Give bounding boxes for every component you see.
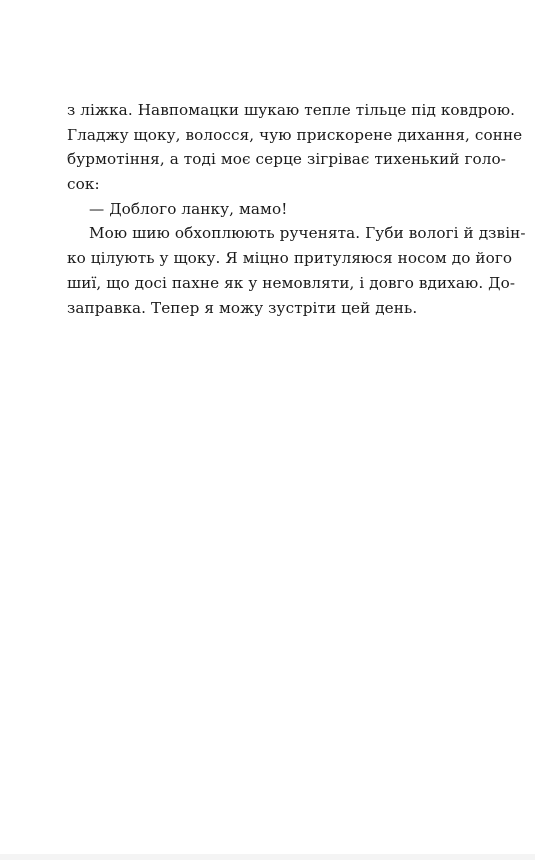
paragraph-first-line: Мою шию обхоплюють рученята. Губи вологі й дзвін- bbox=[89, 224, 526, 243]
text-line: заправка. Тепер я можу зустріти цей день. bbox=[67, 298, 418, 317]
body-text bbox=[67, 98, 526, 320]
dialogue-line: — Доблого ланку, мамо! bbox=[89, 199, 288, 218]
text-line: Гладжу щоку, волосся, чую прискорене дихання, сонне bbox=[67, 125, 523, 144]
text-line: з ліжка. Навпомацки шукаю тепле тільце під ковдрою. bbox=[67, 101, 516, 119]
text-line: ко цілують у щоку. Я міцно притуляюся носом до його bbox=[67, 249, 513, 268]
text-line: сок: bbox=[67, 175, 100, 194]
page-bottom-edge bbox=[0, 854, 535, 860]
text-line: шиї, що досі пахне як у немовляти, і довго вдихаю. До- bbox=[67, 273, 516, 292]
text-line: бурмотіння, а тоді моє серце зігріває тихенький голо- bbox=[67, 150, 507, 169]
